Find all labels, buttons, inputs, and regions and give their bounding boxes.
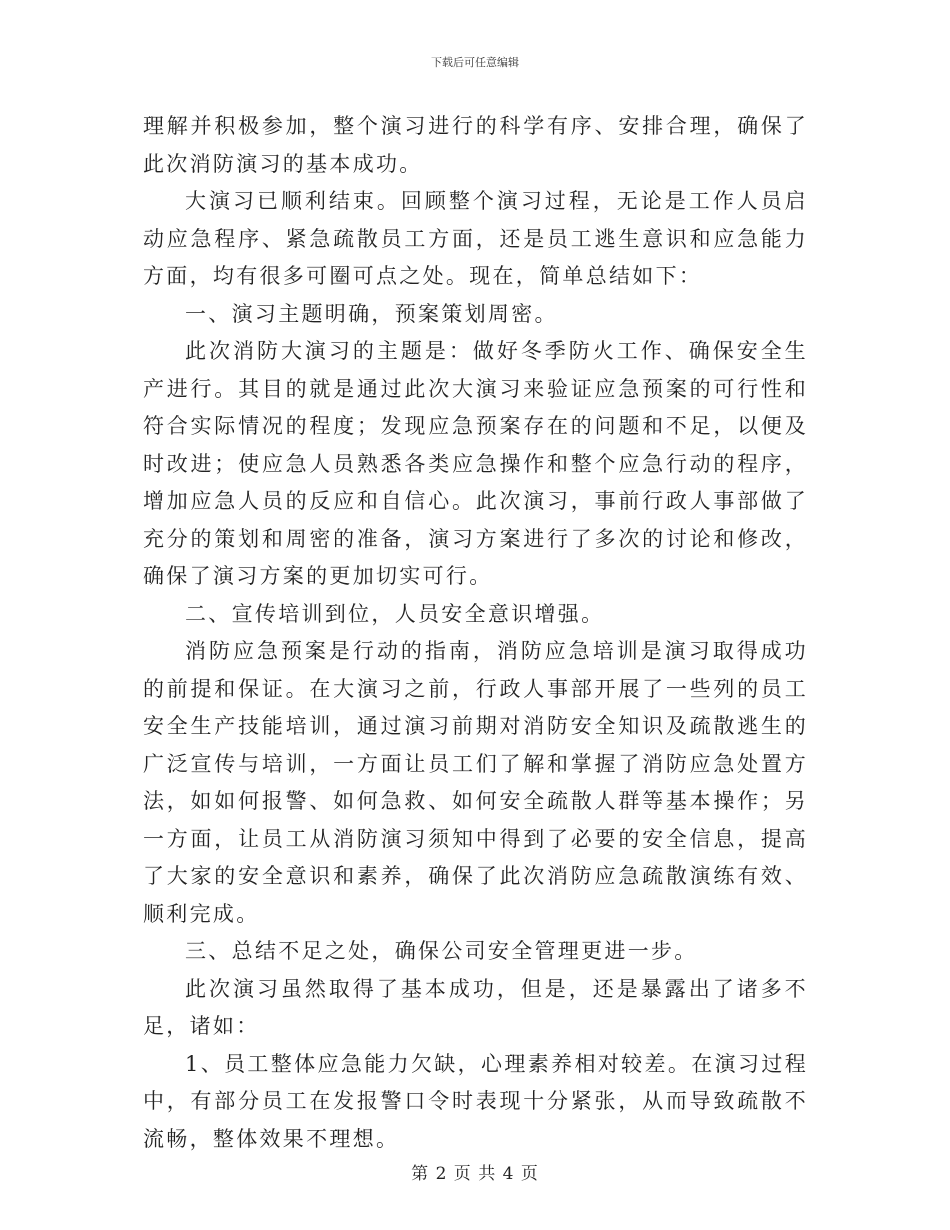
section-heading-3: 三、总结不足之处，确保公司安全管理更进一步。 [185, 939, 698, 963]
page-number: 第 2 页 共 4 页 [411, 1164, 539, 1184]
section-heading-2: 二、宣传培训到位，人员安全意识增强。 [185, 601, 605, 626]
paragraph-3: 此次消防大演习的主题是：做好冬季防火工作、确保安全生产进行。其目的就是通过此次大演习来验证应急预案的可行性和符合实际情况的程度；发现应急预案存在的问题和不足，以便及时改进；使应急人员熟悉各类应急操作和整个应急行动的程序，增加应急人员的反应和自信心。此次演习，事前行政人事部做了充分的策划和周密的准备，演习方案进行了多次的讨论和修改，确保了演习方案的更加切实可行。 [143, 339, 808, 588]
paragraph-4: 消防应急预案是行动的指南，消防应急培训是演习取得成功的前提和保证。在大演习之前，行政人事部开展了一些列的员工安全生产技能培训，通过演习前期对消防安全知识及疏散逃生的广泛宣传与培训，一方面让员工们了解和掌握了消防应急处置方法，如如何报警、如何急救、如何安全疏散人群等基本操作；另一方面，让员工从消防演习须知中得到了必要的安全信息，提高了大家的安全意识和素养，确保了此次消防应急疏散演练有效、顺利完成。 [143, 639, 808, 926]
section-heading-1: 一、演习主题明确，预案策划周密。 [185, 301, 558, 326]
document-body [143, 108, 808, 1158]
page-header-note: 下载后可任意编辑 [431, 56, 519, 69]
paragraph-6: 1、员工整体应急能力欠缺，心理素养相对较差。在演习过程中，有部分员工在发报警口令时表现十分紧张，从而导致疏散不流畅，整体效果不理想。 [143, 1051, 808, 1151]
paragraph-5: 此次演习虽然取得了基本成功，但是，还是暴露出了诸多不足，诸如： [143, 976, 808, 1038]
paragraph-2: 大演习已顺利结束。回顾整个演习过程，无论是工作人员启动应急程序、紧急疏散员工方面，还是员工逃生意识和应急能力方面，均有很多可圈可点之处。现在，简单总结如下： [143, 189, 808, 288]
paragraph-1: 理解并积极参加，整个演习进行的科学有序、安排合理，确保了此次消防演习的基本成功。 [143, 114, 808, 176]
